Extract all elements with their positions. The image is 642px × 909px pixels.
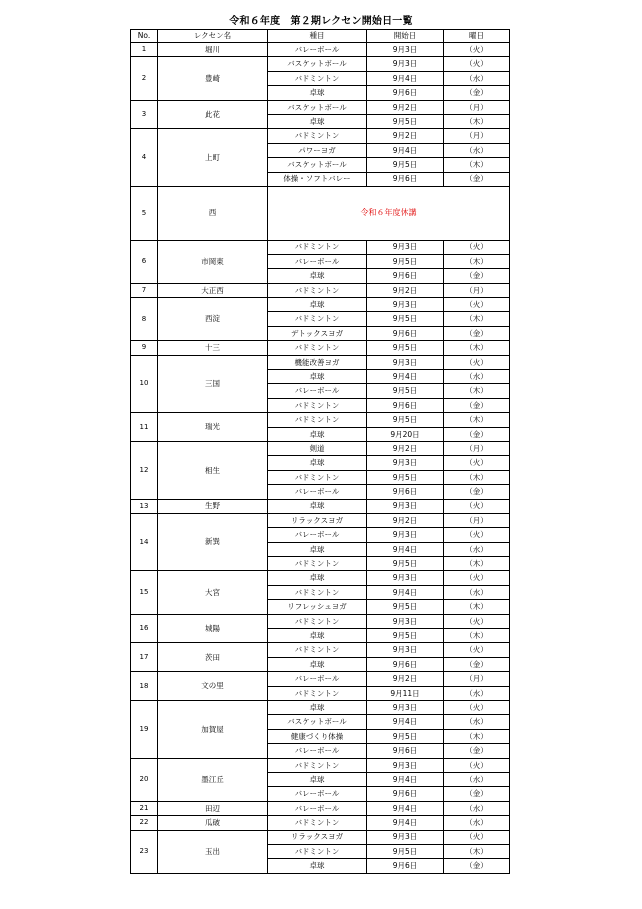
weekday-cell: （金） (444, 427, 510, 441)
table-row (131, 701, 510, 715)
center-number: 9 (131, 341, 158, 355)
center-number: 7 (131, 283, 158, 297)
weekday-cell: （火） (444, 758, 510, 772)
event-cell: 卓球 (268, 657, 367, 671)
weekday-cell: （月） (444, 129, 510, 143)
event-cell: バドミントン (268, 844, 367, 858)
page-title: 令和６年度 第２期レクセン開始日一覧 (229, 16, 413, 27)
start-date-cell: 9月2日 (367, 129, 444, 143)
center-number: 23 (131, 830, 158, 873)
header-weekday: 曜日 (444, 30, 510, 43)
weekday-cell: （金） (444, 326, 510, 340)
event-cell: バドミントン (268, 240, 367, 254)
center-number: 13 (131, 499, 158, 513)
start-date-cell: 9月3日 (367, 456, 444, 470)
center-number: 1 (131, 43, 158, 57)
center-number: 6 (131, 240, 158, 283)
weekday-cell: （木） (444, 254, 510, 268)
event-cell: 卓球 (268, 269, 367, 283)
weekday-cell: （月） (444, 672, 510, 686)
event-cell: バレーボール (268, 744, 367, 758)
event-cell: 卓球 (268, 629, 367, 643)
start-date-cell: 9月4日 (367, 585, 444, 599)
weekday-cell: （火） (444, 240, 510, 254)
start-date-cell: 9月6日 (367, 172, 444, 186)
weekday-cell: （月） (444, 513, 510, 527)
weekday-cell: （水） (444, 542, 510, 556)
table-row (131, 43, 510, 57)
weekday-cell: （木） (444, 312, 510, 326)
center-number: 21 (131, 801, 158, 815)
center-number: 10 (131, 355, 158, 413)
event-cell: 健康づくり体操 (268, 729, 367, 743)
start-date-cell: 9月5日 (367, 629, 444, 643)
start-date-cell: 9月4日 (367, 715, 444, 729)
event-cell: パワーヨガ (268, 143, 367, 157)
event-cell: バレーボール (268, 672, 367, 686)
event-cell: 卓球 (268, 499, 367, 513)
table-row (131, 614, 510, 628)
weekday-cell: （木） (444, 629, 510, 643)
event-cell: バレーボール (268, 787, 367, 801)
weekday-cell: （火） (444, 701, 510, 715)
weekday-cell: （月） (444, 441, 510, 455)
start-date-cell: 9月2日 (367, 513, 444, 527)
center-name: 瓜破 (158, 816, 268, 830)
start-date-cell: 9月3日 (367, 528, 444, 542)
event-cell: 卓球 (268, 86, 367, 100)
event-cell: リラックスヨガ (268, 513, 367, 527)
start-date-cell: 9月4日 (367, 542, 444, 556)
center-name: 此花 (158, 100, 268, 129)
event-cell: バドミントン (268, 557, 367, 571)
header-event: 種目 (268, 30, 367, 43)
schedule-body (131, 43, 510, 874)
start-date-cell: 9月4日 (367, 143, 444, 157)
weekday-cell: （水） (444, 772, 510, 786)
table-row (131, 413, 510, 427)
start-date-cell: 9月3日 (367, 614, 444, 628)
start-date-cell: 9月3日 (367, 43, 444, 57)
weekday-cell: （水） (444, 71, 510, 85)
weekday-cell: （木） (444, 341, 510, 355)
center-name: 文の里 (158, 672, 268, 701)
event-cell: バスケットボール (268, 57, 367, 71)
start-date-cell: 9月3日 (367, 499, 444, 513)
weekday-cell: （金） (444, 859, 510, 873)
event-cell: バドミントン (268, 71, 367, 85)
weekday-cell: （水） (444, 143, 510, 157)
event-cell: バレーボール (268, 254, 367, 268)
start-date-cell: 9月5日 (367, 158, 444, 172)
event-cell: 機能改善ヨガ (268, 355, 367, 369)
event-cell: バレーボール (268, 43, 367, 57)
start-date-cell: 9月5日 (367, 729, 444, 743)
event-cell: バドミントン (268, 585, 367, 599)
weekday-cell: （火） (444, 57, 510, 71)
event-cell: 卓球 (268, 542, 367, 556)
center-name: 大宮 (158, 571, 268, 614)
event-cell: バドミントン (268, 643, 367, 657)
event-cell: 卓球 (268, 370, 367, 384)
center-number: 3 (131, 100, 158, 129)
start-date-cell: 9月3日 (367, 298, 444, 312)
start-date-cell: 9月3日 (367, 571, 444, 585)
weekday-cell: （火） (444, 355, 510, 369)
center-name: 豊崎 (158, 57, 268, 100)
event-cell: 剣道 (268, 441, 367, 455)
start-date-cell: 9月4日 (367, 71, 444, 85)
weekday-cell: （月） (444, 283, 510, 297)
event-cell: バスケットボール (268, 158, 367, 172)
table-row (131, 341, 510, 355)
center-name: 西淀 (158, 298, 268, 341)
table-row (131, 298, 510, 312)
center-name: 城陽 (158, 614, 268, 643)
center-name: 大正西 (158, 283, 268, 297)
weekday-cell: （金） (444, 398, 510, 412)
event-cell: バドミントン (268, 341, 367, 355)
start-date-cell: 9月4日 (367, 801, 444, 815)
weekday-cell: （月） (444, 100, 510, 114)
event-cell: 卓球 (268, 701, 367, 715)
weekday-cell: （水） (444, 715, 510, 729)
center-number: 17 (131, 643, 158, 672)
start-date-cell: 9月6日 (367, 744, 444, 758)
table-row (131, 801, 510, 815)
center-name: 墨江丘 (158, 758, 268, 801)
center-number: 5 (131, 186, 158, 240)
event-cell: バレーボール (268, 384, 367, 398)
start-date-cell: 9月6日 (367, 657, 444, 671)
start-date-cell: 9月5日 (367, 600, 444, 614)
weekday-cell: （火） (444, 528, 510, 542)
start-date-cell: 9月20日 (367, 427, 444, 441)
event-cell: バドミントン (268, 758, 367, 772)
weekday-cell: （火） (444, 614, 510, 628)
start-date-cell: 9月2日 (367, 672, 444, 686)
weekday-cell: （水） (444, 686, 510, 700)
weekday-cell: （火） (444, 643, 510, 657)
event-cell: バドミントン (268, 470, 367, 484)
event-cell: 卓球 (268, 298, 367, 312)
start-date-cell: 9月3日 (367, 240, 444, 254)
start-date-cell: 9月6日 (367, 326, 444, 340)
table-row (131, 240, 510, 254)
weekday-cell: （木） (444, 600, 510, 614)
start-date-cell: 9月3日 (367, 830, 444, 844)
center-number: 12 (131, 441, 158, 499)
start-date-cell: 9月5日 (367, 384, 444, 398)
start-date-cell: 9月6日 (367, 787, 444, 801)
start-date-cell: 9月5日 (367, 254, 444, 268)
schedule-table (130, 29, 510, 874)
table-row (131, 441, 510, 455)
weekday-cell: （木） (444, 470, 510, 484)
weekday-cell: （金） (444, 172, 510, 186)
event-cell: バドミントン (268, 413, 367, 427)
center-name: 加賀屋 (158, 701, 268, 759)
event-cell: バドミントン (268, 312, 367, 326)
table-row (131, 643, 510, 657)
table-row (131, 672, 510, 686)
table-row (131, 830, 510, 844)
event-cell: 卓球 (268, 772, 367, 786)
center-number: 14 (131, 513, 158, 571)
start-date-cell: 9月4日 (367, 816, 444, 830)
event-cell: バドミントン (268, 614, 367, 628)
table-row (131, 283, 510, 297)
header-start-date: 開始日 (367, 30, 444, 43)
event-cell: バレーボール (268, 485, 367, 499)
header-row (131, 30, 510, 43)
start-date-cell: 9月6日 (367, 86, 444, 100)
center-number: 20 (131, 758, 158, 801)
weekday-cell: （金） (444, 787, 510, 801)
start-date-cell: 9月6日 (367, 269, 444, 283)
weekday-cell: （木） (444, 729, 510, 743)
event-cell: 卓球 (268, 114, 367, 128)
start-date-cell: 9月2日 (367, 441, 444, 455)
table-row (131, 186, 510, 240)
weekday-cell: （木） (444, 413, 510, 427)
event-cell: リラックスヨガ (268, 830, 367, 844)
event-cell: バドミントン (268, 398, 367, 412)
event-cell: バドミントン (268, 283, 367, 297)
event-cell: 卓球 (268, 571, 367, 585)
start-date-cell: 9月3日 (367, 643, 444, 657)
center-name: 田辺 (158, 801, 268, 815)
weekday-cell: （火） (444, 830, 510, 844)
weekday-cell: （金） (444, 269, 510, 283)
table-row (131, 100, 510, 114)
start-date-cell: 9月5日 (367, 844, 444, 858)
center-name: 堀川 (158, 43, 268, 57)
event-cell: 卓球 (268, 427, 367, 441)
table-row (131, 816, 510, 830)
center-name: 十三 (158, 341, 268, 355)
event-cell: デトックスヨガ (268, 326, 367, 340)
weekday-cell: （水） (444, 585, 510, 599)
weekday-cell: （火） (444, 43, 510, 57)
weekday-cell: （水） (444, 370, 510, 384)
center-name: 新巽 (158, 513, 268, 571)
start-date-cell: 9月5日 (367, 470, 444, 484)
table-row (131, 513, 510, 527)
table-row (131, 499, 510, 513)
event-cell: 体操・ソフトバレー (268, 172, 367, 186)
start-date-cell: 9月6日 (367, 859, 444, 873)
weekday-cell: （金） (444, 86, 510, 100)
table-row (131, 571, 510, 585)
weekday-cell: （金） (444, 657, 510, 671)
center-number: 15 (131, 571, 158, 614)
closure-notice: 令和６年度休講 (268, 186, 510, 240)
event-cell: バドミントン (268, 129, 367, 143)
start-date-cell: 9月3日 (367, 57, 444, 71)
weekday-cell: （火） (444, 499, 510, 513)
event-cell: バレーボール (268, 528, 367, 542)
event-cell: 卓球 (268, 859, 367, 873)
event-cell: バスケットボール (268, 100, 367, 114)
weekday-cell: （木） (444, 384, 510, 398)
start-date-cell: 9月2日 (367, 283, 444, 297)
weekday-cell: （水） (444, 801, 510, 815)
weekday-cell: （火） (444, 298, 510, 312)
weekday-cell: （金） (444, 485, 510, 499)
event-cell: バドミントン (268, 686, 367, 700)
center-name: 生野 (158, 499, 268, 513)
center-number: 16 (131, 614, 158, 643)
event-cell: リフレッシュヨガ (268, 600, 367, 614)
start-date-cell: 9月5日 (367, 557, 444, 571)
start-date-cell: 9月5日 (367, 413, 444, 427)
start-date-cell: 9月5日 (367, 114, 444, 128)
center-number: 2 (131, 57, 158, 100)
start-date-cell: 9月5日 (367, 341, 444, 355)
start-date-cell: 9月3日 (367, 701, 444, 715)
center-name: 茨田 (158, 643, 268, 672)
start-date-cell: 9月4日 (367, 370, 444, 384)
start-date-cell: 9月3日 (367, 758, 444, 772)
start-date-cell: 9月5日 (367, 312, 444, 326)
start-date-cell: 9月2日 (367, 100, 444, 114)
start-date-cell: 9月3日 (367, 355, 444, 369)
center-name: 西 (158, 186, 268, 240)
header-center-name: レクセン名 (158, 30, 268, 43)
start-date-cell: 9月6日 (367, 398, 444, 412)
weekday-cell: （木） (444, 114, 510, 128)
center-number: 22 (131, 816, 158, 830)
center-number: 8 (131, 298, 158, 341)
center-number: 4 (131, 129, 158, 187)
table-row (131, 129, 510, 143)
weekday-cell: （火） (444, 456, 510, 470)
center-name: 三国 (158, 355, 268, 413)
weekday-cell: （木） (444, 158, 510, 172)
weekday-cell: （火） (444, 571, 510, 585)
event-cell: 卓球 (268, 456, 367, 470)
center-name: 瑞光 (158, 413, 268, 442)
start-date-cell: 9月11日 (367, 686, 444, 700)
table-row (131, 355, 510, 369)
weekday-cell: （金） (444, 744, 510, 758)
center-name: 玉出 (158, 830, 268, 873)
weekday-cell: （水） (444, 816, 510, 830)
weekday-cell: （木） (444, 844, 510, 858)
center-number: 19 (131, 701, 158, 759)
center-number: 11 (131, 413, 158, 442)
weekday-cell: （木） (444, 557, 510, 571)
header-no: No. (131, 30, 158, 43)
event-cell: バドミントン (268, 816, 367, 830)
start-date-cell: 9月4日 (367, 772, 444, 786)
center-name: 市岡東 (158, 240, 268, 283)
center-number: 18 (131, 672, 158, 701)
center-name: 相生 (158, 441, 268, 499)
event-cell: バレーボール (268, 801, 367, 815)
center-name: 上町 (158, 129, 268, 187)
event-cell: バスケットボール (268, 715, 367, 729)
table-row (131, 758, 510, 772)
table-row (131, 57, 510, 71)
start-date-cell: 9月6日 (367, 485, 444, 499)
